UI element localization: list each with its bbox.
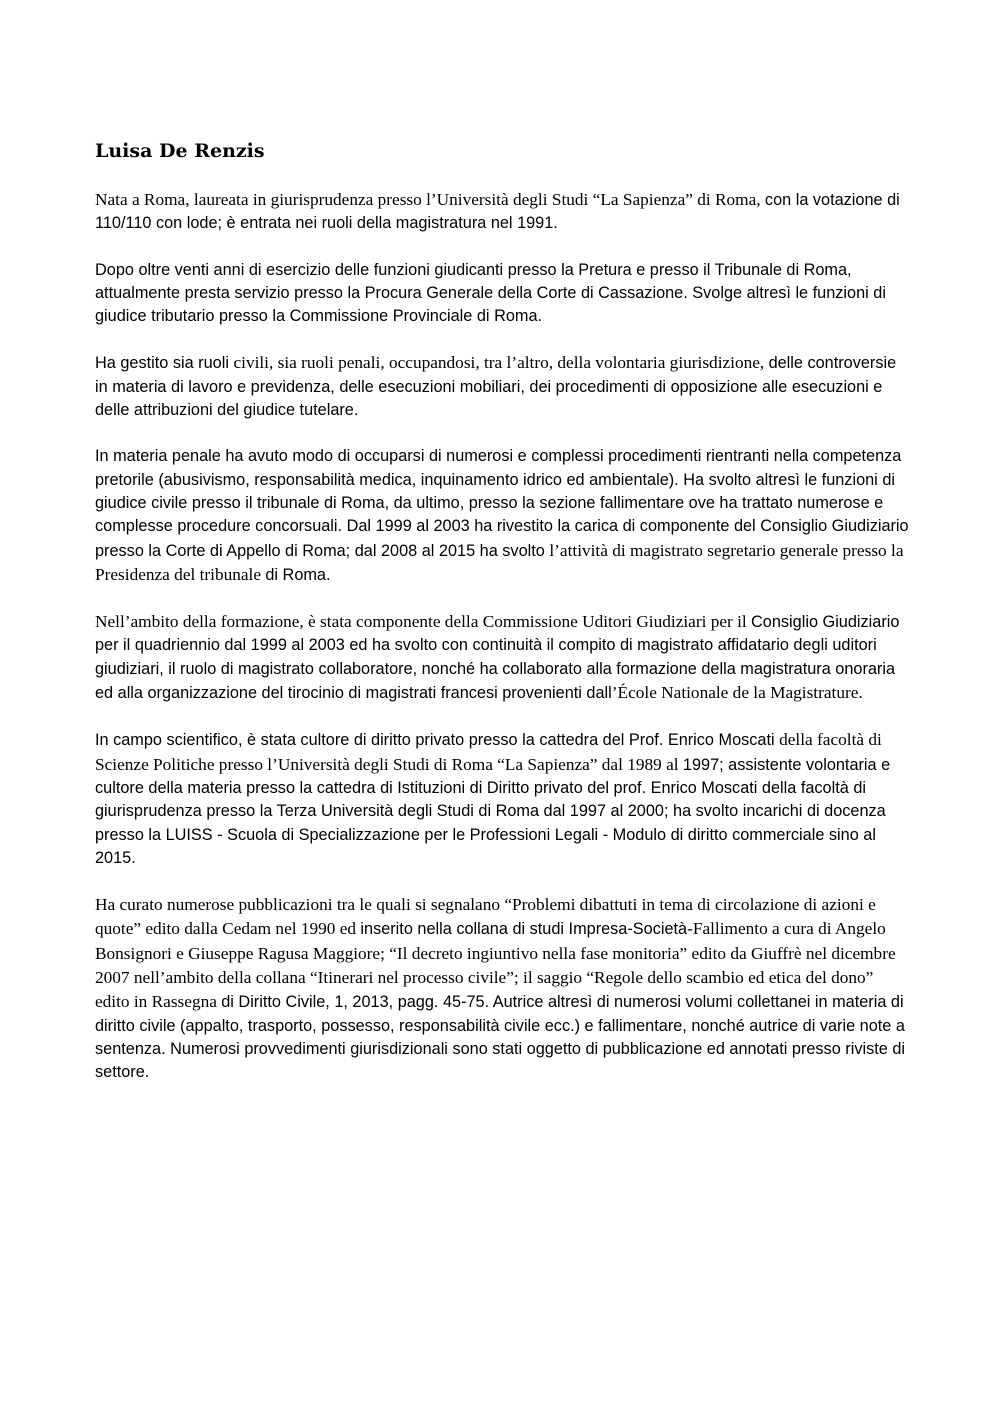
text-run: l’attività di magistrato segretario generale presso la Presidenza del tribunale [95, 540, 904, 584]
text-run: Consiglio Giudiziario per il quadriennio dal 1999 al 2003 ed ha svolto con continuità il compito di magistrato affidatario degli uditori giudiziari, il ruolo di magistrato collaboratore, nonché ha collaborato alla formazione della magistratura onoraria ed alla organizzazione del tirocinio di magistrati francesi provenienti dall [95, 613, 900, 703]
text-run: In materia penale ha avuto modo di occuparsi di numerosi e complessi procedimenti rientranti nella competenza pretorile (abusivismo, responsabilità medica, inquinamento idrico ed ambientale). Ha svolto altresì le funzioni di giudice civile presso il tribunale di Roma, da ultimo, presso la sezione fallimentare ove ha trattato numerose e complesse procedure concorsuali. Dal 1999 al 2003 ha rivestito la carica di componente del Consiglio Giudiziario presso la Corte di Appello di Roma; dal 2008 al 2015 ha svolto [95, 447, 909, 560]
document-title: Luisa De Renzis [95, 140, 265, 162]
text-run: ’École Nationale de la Magistrature. [611, 683, 863, 703]
bio-paragraph [95, 351, 910, 422]
document-page [95, 138, 910, 1108]
text-run: con la votazione di 110/110 con lode; è entrata nei ruoli della magistratura nel 1991. [95, 191, 900, 233]
text-run: della facoltà di Scienze Politiche presso l’Università degli Studi di Roma “La Sapienza” dal 1989 al [95, 730, 882, 774]
text-run: Nata a Roma, laureata in giurisprudenza presso l’Università degli Studi “La Sapienza” di Roma, [95, 190, 765, 209]
text-run: delle controversie in materia di lavoro e previdenza, delle esecuzioni mobiliari, dei procedimenti di opposizione alle esecuzioni e delle attribuzioni del giudice tutelare. [95, 354, 897, 420]
bio-paragraph [95, 728, 910, 870]
text-run: inserito nella collana di studi Impresa-Società [360, 920, 688, 939]
bio-paragraph [95, 610, 910, 705]
document-body [95, 188, 910, 1085]
bio-paragraph [95, 445, 910, 587]
text-run: In campo scientifico, è stata cultore di diritto privato presso la cattedra del Prof. Enrico Moscati [95, 731, 780, 750]
text-run: Nell’ambito della formazione, è stata componente della Commissione Uditori Giudiziari per il [95, 612, 752, 632]
text-run: civili, sia ruoli penali, occupandosi, tra l’altro, della volontaria giurisdizione, [233, 353, 769, 373]
bio-paragraph [95, 259, 910, 329]
text-run: Ha gestito sia ruoli [95, 354, 234, 373]
text-run: di Roma. [265, 565, 331, 584]
text-run: Dopo oltre venti anni di esercizio delle funzioni giudicanti presso la Pretura e presso il Tribunale di Roma, attualmente presta servizio presso la Procura Generale della Corte di Cassazione. Svolge altresì le funzioni di giudice tributario presso la Commissione Provinciale di Roma. [95, 260, 886, 326]
text-run: di Diritto Civile, 1, 2013, pagg. 45-75. Autrice altresì di numerosi volumi collettanei in materia di diritto civile (appalto, trasporto, possesso, responsabilità civile ecc.) e fallimentare, nonché autrice di varie note a sentenza. Numerosi provvedimenti giurisdizionali sono stati oggetto di pubblicazione ed annotati presso riviste di settore. [95, 993, 905, 1082]
bio-paragraph [95, 893, 910, 1084]
text-run: -Fallimento a cura di Angelo Bonsignori e Giuseppe Ragusa Maggiore; “Il decreto ingiuntivo nella fase monitoria” edito da Giuffrè nel dicembre 2007 nell’ambito della collana “Itinerari nel processo civile”; il saggio “Regole dello scambio ed etica del dono” edito in Rassegna [95, 919, 896, 1012]
text-run: 1997; assistente volontaria e cultore della materia presso la cattedra di Istituzioni di Diritto privato del prof. Enrico Moscati della facoltà di giurisprudenza presso la Terza Università degli Studi di Roma dal 1997 al 2000; ha svolto incarichi di docenza presso la LUISS - Scuola di Specializzazione per le Professioni Legali - Modulo di diritto commerciale sino al 2015. [95, 755, 891, 867]
bio-paragraph [95, 188, 910, 236]
text-run: Ha curato numerose pubblicazioni tra le quali si segnalano “Problemi dibattuti in tema di circolazione di azioni e quote” edito dalla Cedam nel 1990 ed [95, 895, 876, 939]
